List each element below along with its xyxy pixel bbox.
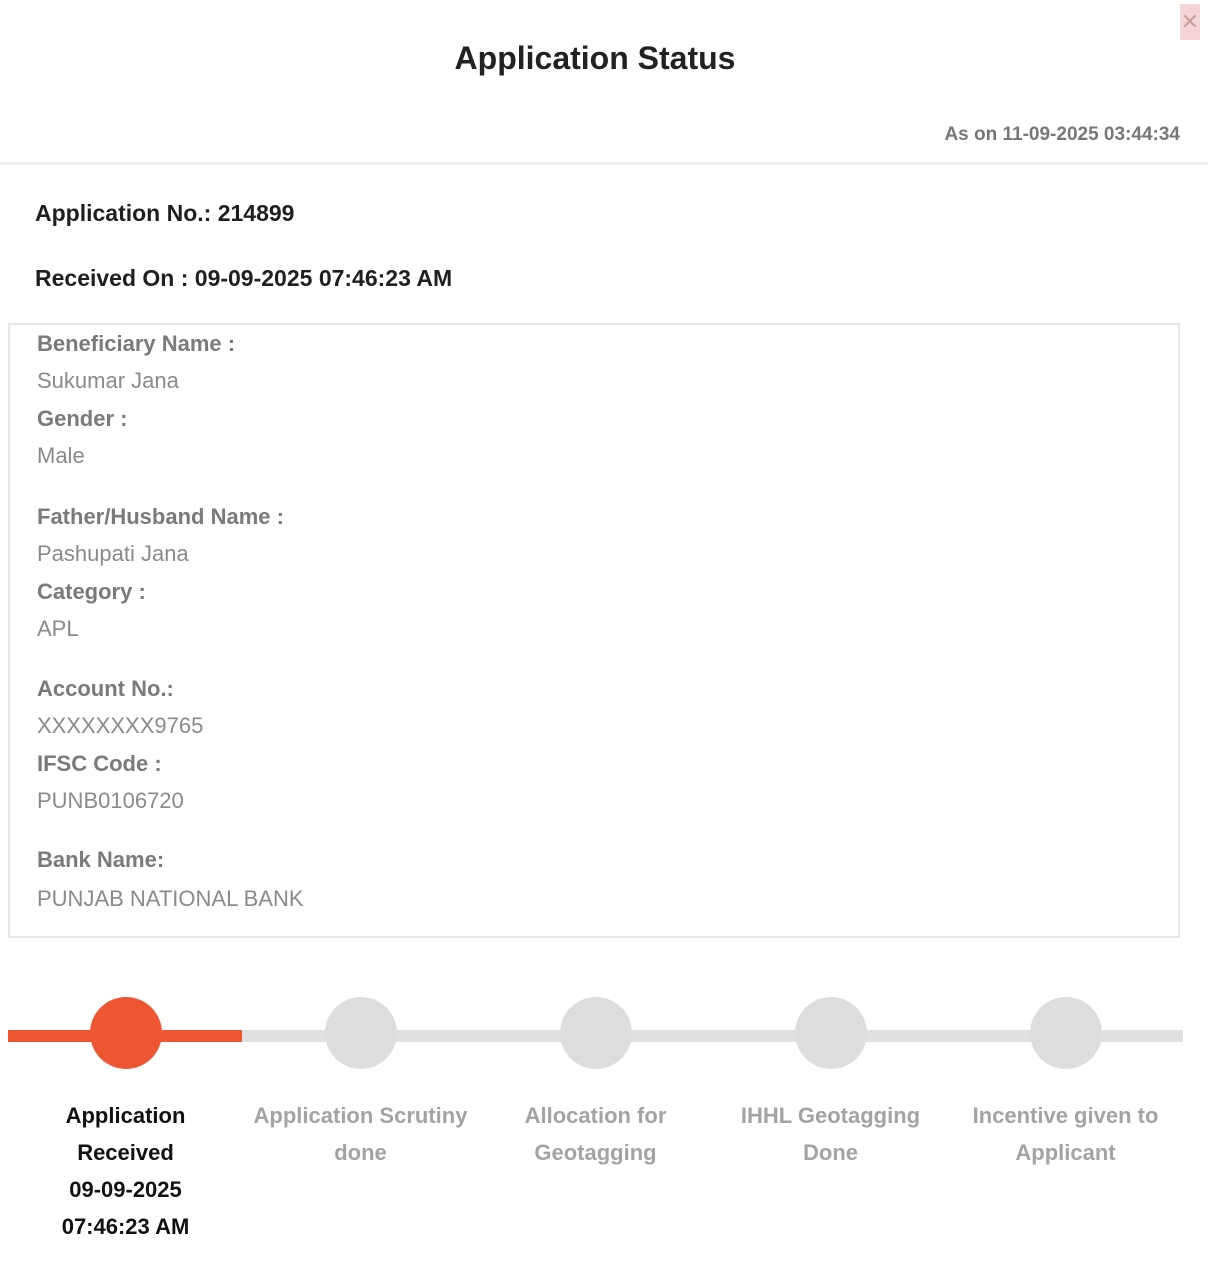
step-pending-dot: [560, 997, 632, 1069]
category-label: Category :: [37, 579, 146, 604]
step-pending-dot: [1030, 997, 1102, 1069]
bank-name-value: PUNJAB NATIONAL BANK: [37, 886, 304, 911]
gender-label: Gender :: [37, 406, 128, 431]
beneficiary-details-panel: [8, 323, 1180, 938]
father-name-label: Father/Husband Name :: [37, 504, 284, 529]
beneficiary-name-value: Sukumar Jana: [37, 368, 179, 393]
step-application-scrutiny: [243, 995, 478, 1171]
ifsc-code-label: IFSC Code :: [37, 751, 162, 776]
step-pending-dot: [325, 997, 397, 1069]
step-label-line: Application Scrutiny: [253, 1103, 468, 1128]
account-number-label: Account No.:: [37, 676, 174, 701]
step-application-received: [8, 995, 243, 1245]
father-name-value: Pashupati Jana: [37, 541, 189, 566]
step-label-line: Allocation for: [524, 1103, 667, 1128]
header-divider: [0, 162, 1208, 165]
step-allocation-geotagging: [478, 995, 713, 1171]
step-label-line: Received: [77, 1140, 174, 1165]
gender-value: Male: [37, 443, 85, 468]
step-incentive-given: [948, 995, 1183, 1171]
received-on: Received On : 09-09-2025 07:46:23 AM: [35, 265, 453, 291]
as-on-timestamp: As on 11-09-2025 03:44:34: [944, 124, 1180, 145]
step-label-line: Done: [803, 1140, 858, 1165]
application-number: Application No.: 214899: [35, 200, 295, 226]
step-label-line: Geotagging: [534, 1140, 657, 1165]
status-progress-tracker: [0, 995, 1208, 1255]
account-number-value: XXXXXXXX9765: [37, 713, 204, 738]
step-label-line: Incentive given to: [972, 1103, 1159, 1128]
step-label-line: Application: [65, 1103, 186, 1128]
step-label-line: IHHL Geotagging: [740, 1103, 921, 1128]
step-ihhl-geotagging: [713, 995, 948, 1171]
step-pending-dot: [795, 997, 867, 1069]
step-label-line: done: [334, 1140, 387, 1165]
step-label-line: Applicant: [1015, 1140, 1116, 1165]
close-icon[interactable]: ✕: [1180, 4, 1200, 40]
step-complete-dot: [90, 997, 162, 1069]
step-time: 07:46:23 AM: [61, 1214, 190, 1239]
ifsc-code-value: PUNB0106720: [37, 788, 184, 813]
step-date: 09-09-2025: [69, 1177, 182, 1202]
category-value: APL: [37, 616, 79, 641]
modal-title: Application Status: [454, 40, 736, 76]
beneficiary-name-label: Beneficiary Name :: [37, 331, 236, 356]
bank-name-label: Bank Name:: [37, 847, 165, 872]
